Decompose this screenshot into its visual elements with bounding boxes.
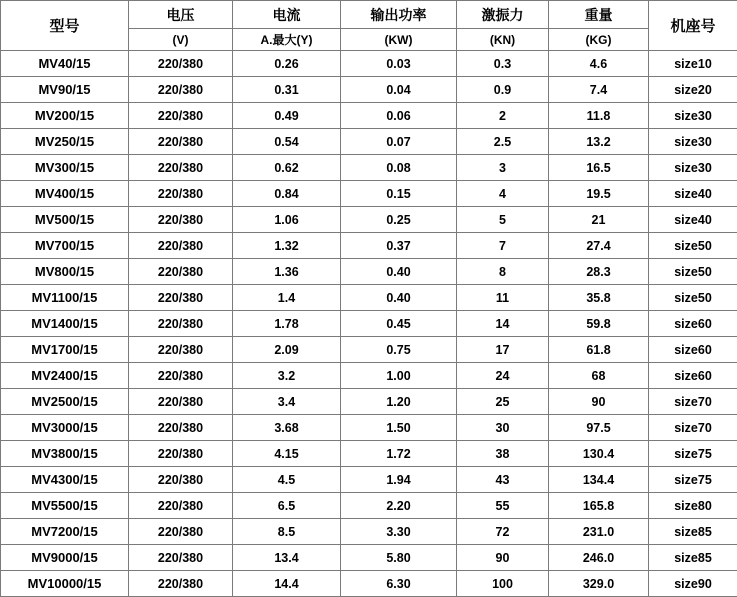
column-header-voltage: 电压 (129, 1, 233, 29)
column-unit-output-power: (KW) (341, 29, 457, 51)
column-header-output-power: 输出功率 (341, 1, 457, 29)
cell-weight: 19.5 (549, 181, 649, 207)
column-unit-weight: (KG) (549, 29, 649, 51)
cell-voltage: 220/380 (129, 233, 233, 259)
table-row (1, 51, 737, 77)
cell-model: MV9000/15 (1, 545, 129, 571)
cell-current: 1.78 (233, 311, 341, 337)
cell-frame-size: size40 (649, 181, 737, 207)
cell-weight: 35.8 (549, 285, 649, 311)
cell-weight: 61.8 (549, 337, 649, 363)
cell-model: MV4300/15 (1, 467, 129, 493)
cell-output-power: 0.40 (341, 259, 457, 285)
table-row (1, 155, 737, 181)
cell-current: 4.5 (233, 467, 341, 493)
column-unit-exciting-force: (KN) (457, 29, 549, 51)
cell-output-power: 0.08 (341, 155, 457, 181)
cell-current: 6.5 (233, 493, 341, 519)
column-header-exciting-force: 激振力 (457, 1, 549, 29)
cell-current: 13.4 (233, 545, 341, 571)
table-header (1, 1, 737, 51)
cell-output-power: 0.45 (341, 311, 457, 337)
cell-exciting-force: 100 (457, 571, 549, 597)
cell-frame-size: size80 (649, 493, 737, 519)
cell-weight: 13.2 (549, 129, 649, 155)
cell-current: 0.84 (233, 181, 341, 207)
cell-exciting-force: 0.9 (457, 77, 549, 103)
cell-current: 14.4 (233, 571, 341, 597)
cell-model: MV200/15 (1, 103, 129, 129)
cell-frame-size: size40 (649, 207, 737, 233)
cell-current: 1.4 (233, 285, 341, 311)
cell-frame-size: size70 (649, 389, 737, 415)
cell-voltage: 220/380 (129, 363, 233, 389)
cell-weight: 28.3 (549, 259, 649, 285)
cell-current: 0.62 (233, 155, 341, 181)
cell-model: MV2500/15 (1, 389, 129, 415)
cell-voltage: 220/380 (129, 493, 233, 519)
column-header-model: 型号 (1, 1, 129, 51)
cell-exciting-force: 24 (457, 363, 549, 389)
cell-current: 0.54 (233, 129, 341, 155)
cell-voltage: 220/380 (129, 311, 233, 337)
cell-output-power: 1.50 (341, 415, 457, 441)
cell-exciting-force: 8 (457, 259, 549, 285)
cell-current: 3.68 (233, 415, 341, 441)
cell-model: MV700/15 (1, 233, 129, 259)
cell-frame-size: size20 (649, 77, 737, 103)
table-row (1, 519, 737, 545)
cell-exciting-force: 2.5 (457, 129, 549, 155)
cell-exciting-force: 2 (457, 103, 549, 129)
cell-voltage: 220/380 (129, 337, 233, 363)
cell-frame-size: size60 (649, 363, 737, 389)
cell-model: MV40/15 (1, 51, 129, 77)
cell-model: MV500/15 (1, 207, 129, 233)
cell-output-power: 1.94 (341, 467, 457, 493)
table-row (1, 285, 737, 311)
cell-exciting-force: 5 (457, 207, 549, 233)
cell-voltage: 220/380 (129, 129, 233, 155)
table-row (1, 571, 737, 597)
table-row (1, 467, 737, 493)
cell-exciting-force: 43 (457, 467, 549, 493)
cell-weight: 90 (549, 389, 649, 415)
cell-model: MV3800/15 (1, 441, 129, 467)
cell-weight: 231.0 (549, 519, 649, 545)
cell-weight: 329.0 (549, 571, 649, 597)
cell-voltage: 220/380 (129, 259, 233, 285)
cell-output-power: 0.37 (341, 233, 457, 259)
cell-output-power: 0.15 (341, 181, 457, 207)
table-row (1, 103, 737, 129)
cell-exciting-force: 38 (457, 441, 549, 467)
cell-voltage: 220/380 (129, 389, 233, 415)
cell-voltage: 220/380 (129, 207, 233, 233)
cell-frame-size: size10 (649, 51, 737, 77)
cell-current: 3.4 (233, 389, 341, 415)
cell-exciting-force: 72 (457, 519, 549, 545)
cell-frame-size: size30 (649, 129, 737, 155)
table-row (1, 337, 737, 363)
cell-voltage: 220/380 (129, 103, 233, 129)
cell-output-power: 0.75 (341, 337, 457, 363)
cell-exciting-force: 4 (457, 181, 549, 207)
cell-model: MV1400/15 (1, 311, 129, 337)
table-row (1, 129, 737, 155)
cell-weight: 27.4 (549, 233, 649, 259)
cell-current: 1.36 (233, 259, 341, 285)
table-row (1, 363, 737, 389)
cell-voltage: 220/380 (129, 77, 233, 103)
cell-weight: 21 (549, 207, 649, 233)
cell-frame-size: size50 (649, 259, 737, 285)
cell-model: MV1100/15 (1, 285, 129, 311)
cell-model: MV800/15 (1, 259, 129, 285)
header-row-title (1, 1, 737, 29)
cell-output-power: 6.30 (341, 571, 457, 597)
cell-output-power: 0.07 (341, 129, 457, 155)
cell-model: MV300/15 (1, 155, 129, 181)
cell-output-power: 1.20 (341, 389, 457, 415)
cell-weight: 134.4 (549, 467, 649, 493)
cell-exciting-force: 7 (457, 233, 549, 259)
cell-model: MV10000/15 (1, 571, 129, 597)
cell-frame-size: size60 (649, 337, 737, 363)
column-header-weight: 重量 (549, 1, 649, 29)
cell-output-power: 1.00 (341, 363, 457, 389)
cell-exciting-force: 0.3 (457, 51, 549, 77)
cell-weight: 97.5 (549, 415, 649, 441)
cell-frame-size: size30 (649, 155, 737, 181)
column-unit-current: A.最大(Y) (233, 29, 341, 51)
table-row (1, 259, 737, 285)
cell-model: MV400/15 (1, 181, 129, 207)
table-row (1, 389, 737, 415)
cell-model: MV1700/15 (1, 337, 129, 363)
cell-weight: 130.4 (549, 441, 649, 467)
table-row (1, 233, 737, 259)
cell-voltage: 220/380 (129, 571, 233, 597)
cell-output-power: 5.80 (341, 545, 457, 571)
cell-current: 4.15 (233, 441, 341, 467)
cell-frame-size: size75 (649, 467, 737, 493)
cell-current: 0.26 (233, 51, 341, 77)
cell-voltage: 220/380 (129, 181, 233, 207)
cell-output-power: 1.72 (341, 441, 457, 467)
column-header-frame-size: 机座号 (649, 1, 737, 51)
cell-voltage: 220/380 (129, 519, 233, 545)
cell-weight: 68 (549, 363, 649, 389)
cell-voltage: 220/380 (129, 545, 233, 571)
cell-model: MV250/15 (1, 129, 129, 155)
table-row (1, 181, 737, 207)
cell-output-power: 0.03 (341, 51, 457, 77)
table-row (1, 311, 737, 337)
cell-frame-size: size70 (649, 415, 737, 441)
cell-frame-size: size50 (649, 233, 737, 259)
cell-exciting-force: 30 (457, 415, 549, 441)
column-header-current: 电流 (233, 1, 341, 29)
cell-frame-size: size30 (649, 103, 737, 129)
cell-voltage: 220/380 (129, 51, 233, 77)
cell-weight: 7.4 (549, 77, 649, 103)
table-body (1, 51, 737, 597)
cell-current: 0.31 (233, 77, 341, 103)
cell-exciting-force: 90 (457, 545, 549, 571)
cell-voltage: 220/380 (129, 415, 233, 441)
cell-frame-size: size50 (649, 285, 737, 311)
cell-voltage: 220/380 (129, 467, 233, 493)
cell-weight: 4.6 (549, 51, 649, 77)
cell-model: MV7200/15 (1, 519, 129, 545)
cell-voltage: 220/380 (129, 285, 233, 311)
cell-voltage: 220/380 (129, 155, 233, 181)
cell-weight: 246.0 (549, 545, 649, 571)
cell-current: 0.49 (233, 103, 341, 129)
cell-frame-size: size85 (649, 519, 737, 545)
table-row (1, 441, 737, 467)
cell-output-power: 3.30 (341, 519, 457, 545)
cell-weight: 16.5 (549, 155, 649, 181)
table-row (1, 493, 737, 519)
cell-model: MV90/15 (1, 77, 129, 103)
cell-frame-size: size85 (649, 545, 737, 571)
cell-current: 1.06 (233, 207, 341, 233)
table-row (1, 545, 737, 571)
cell-output-power: 0.25 (341, 207, 457, 233)
cell-weight: 59.8 (549, 311, 649, 337)
cell-voltage: 220/380 (129, 441, 233, 467)
table-row (1, 207, 737, 233)
cell-frame-size: size75 (649, 441, 737, 467)
cell-exciting-force: 3 (457, 155, 549, 181)
cell-exciting-force: 14 (457, 311, 549, 337)
cell-weight: 165.8 (549, 493, 649, 519)
cell-output-power: 0.40 (341, 285, 457, 311)
cell-current: 8.5 (233, 519, 341, 545)
cell-frame-size: size90 (649, 571, 737, 597)
column-unit-voltage: (V) (129, 29, 233, 51)
cell-exciting-force: 25 (457, 389, 549, 415)
cell-exciting-force: 55 (457, 493, 549, 519)
cell-current: 2.09 (233, 337, 341, 363)
cell-weight: 11.8 (549, 103, 649, 129)
cell-current: 1.32 (233, 233, 341, 259)
cell-current: 3.2 (233, 363, 341, 389)
cell-output-power: 2.20 (341, 493, 457, 519)
cell-output-power: 0.04 (341, 77, 457, 103)
cell-frame-size: size60 (649, 311, 737, 337)
cell-output-power: 0.06 (341, 103, 457, 129)
table-row (1, 415, 737, 441)
cell-model: MV2400/15 (1, 363, 129, 389)
cell-model: MV5500/15 (1, 493, 129, 519)
cell-exciting-force: 11 (457, 285, 549, 311)
cell-model: MV3000/15 (1, 415, 129, 441)
cell-exciting-force: 17 (457, 337, 549, 363)
table-row (1, 77, 737, 103)
